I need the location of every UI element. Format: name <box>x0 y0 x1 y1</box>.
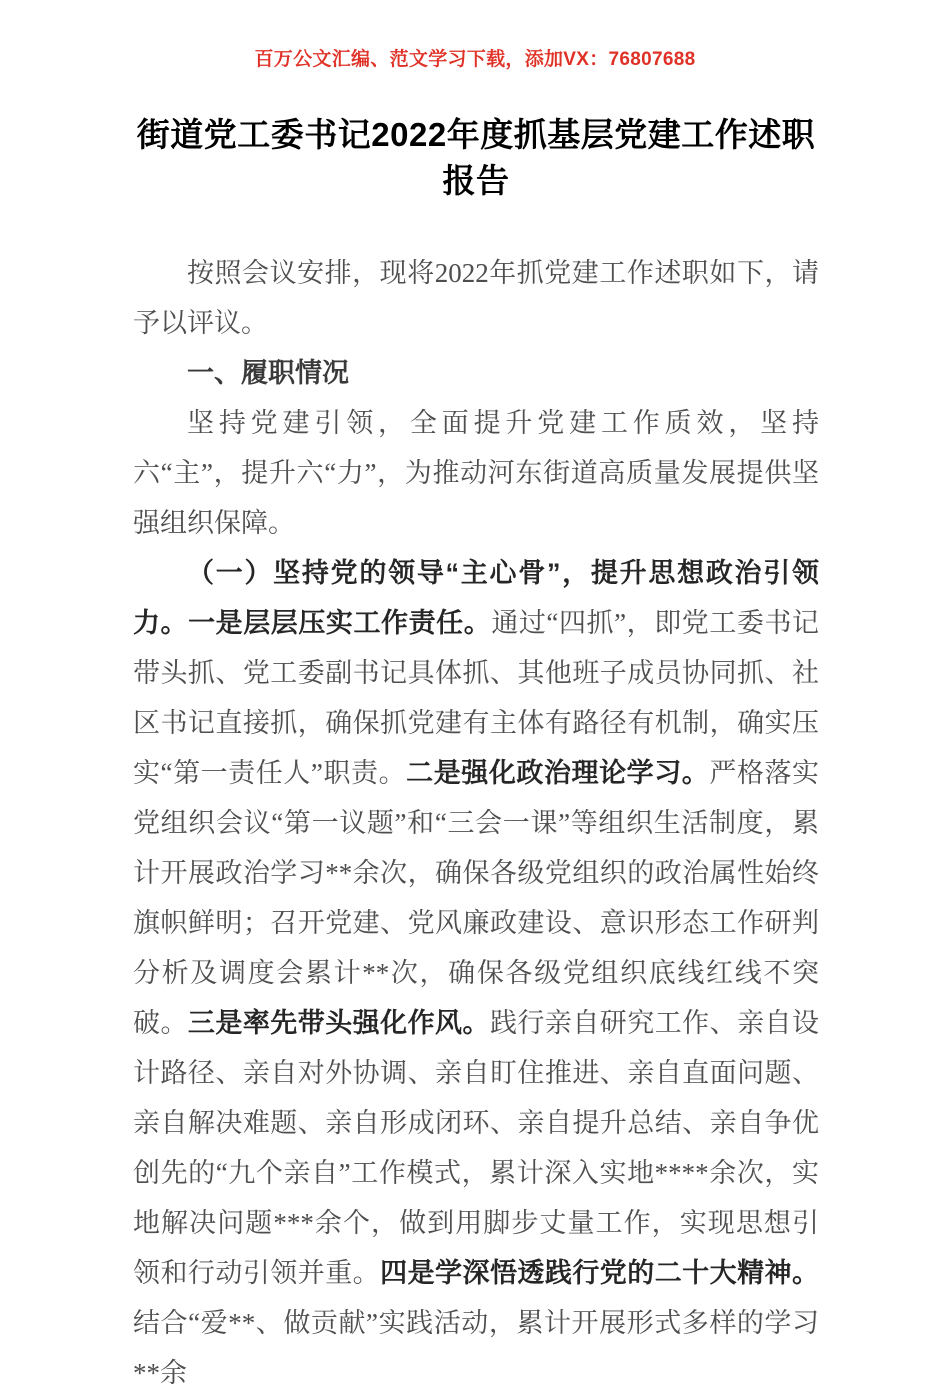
point-4-label: 四是学深悟透践行党的二十大精神。 <box>380 1258 819 1288</box>
title-spacer <box>133 204 819 248</box>
point-1-label: 一是层层压实工作责任。 <box>188 608 492 638</box>
point-3-label: 三是率先带头强化作风。 <box>187 1008 490 1038</box>
point-4-text: 结合“爱**、做贡献”实践活动，累计开展形式多样的学习**余 <box>133 1308 819 1388</box>
section-heading-1: 一、履职情况 <box>187 358 349 388</box>
document-title: 街道党工委书记2022年度抓基层党建工作述职报告 <box>136 116 816 199</box>
subsection-1-paragraph <box>133 548 819 1398</box>
point-2-text: 严格落实党组织会议“第一议题”和“三会一课”等组织生活制度，累计开展政治学习**余次，确保各级党组织的政治属性始终旗帜鲜明；召开党建、党风廉政建设、意识形态工作研判分析及调度会累计**次，确保各级党组织底线红线不突破。 <box>133 758 820 1038</box>
point-3-text: 践行亲自研究工作、亲自设计路径、亲自对外协调、亲自盯住推进、亲自直面问题、亲自解决难题、亲自形成闭环、亲自提升总结、亲自争优创先的“九个亲自”工作模式，累计深入实地****余次，实地解决问题***余个，做到用脚步丈量工作，实现思想引领和行动引领并重。 <box>133 1008 820 1288</box>
section-1-lead-paragraph: 坚持党建引领，全面提升党建工作质效，坚持六“主”，提升六“力”，为推动河东街道高质量发展提供坚强组织保障。 <box>133 408 819 538</box>
promo-header-text: 百万公文汇编、范文学习下载，添加VX：76807688 <box>254 49 696 70</box>
point-1-text: 通过“四抓”，即党工委书记带头抓、党工委副书记具体抓、其他班子成员协同抓、社区书记直接抓，确保抓党建有主体有路径有机制，确实压实“第一责任人”职责。 <box>133 608 820 788</box>
document-body <box>133 112 819 1398</box>
subsection-1-heading: （一）坚持党的领导“主心骨”，提升思想政治引领力。 <box>133 558 819 638</box>
point-2-label: 二是强化政治理论学习。 <box>406 758 710 788</box>
intro-paragraph: 按照会议安排，现将2022年抓党建工作述职如下，请予以评议。 <box>133 258 819 338</box>
